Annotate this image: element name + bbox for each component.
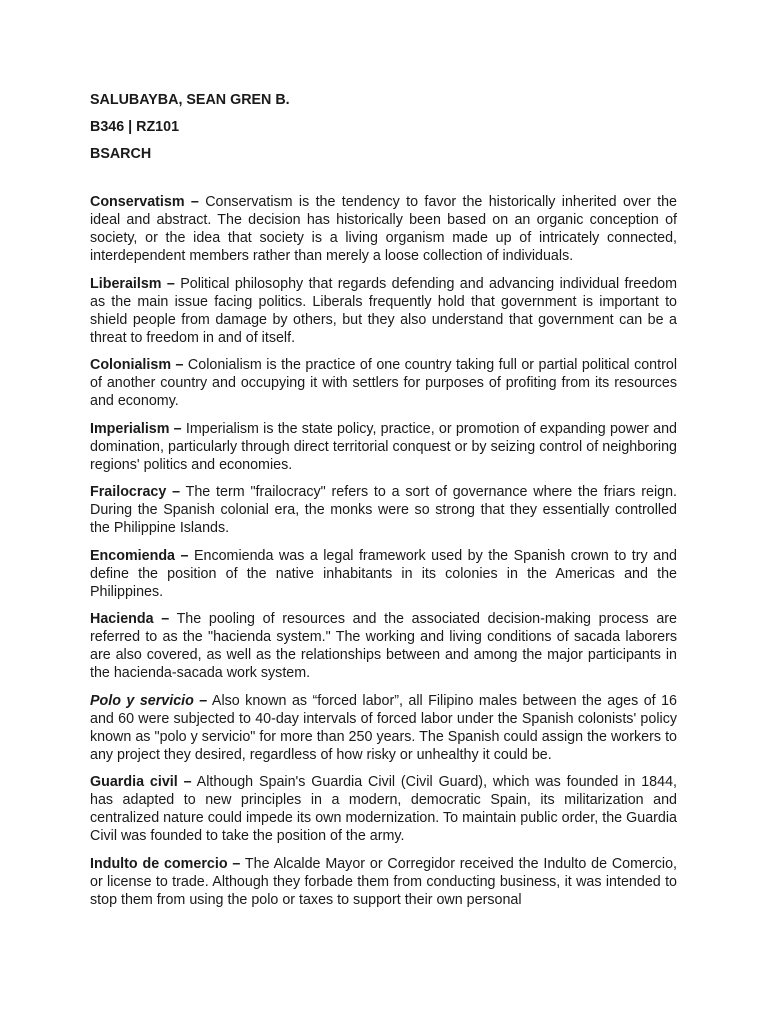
entry-definition: The term "frailocracy" refers to a sort of governance where the friars reign. During the Spanish colonial era, the monks were so strong that they essentially controlled the Philippine Islands.: [90, 484, 678, 536]
entry-term: Encomienda –: [90, 547, 189, 564]
glossary-entries: [90, 193, 677, 909]
entry-guardia-civil: [90, 773, 677, 845]
entry-conservatism: [90, 193, 677, 265]
entry-term: Hacienda –: [90, 611, 170, 627]
document-page: [90, 92, 677, 918]
entry-liberalism: [90, 275, 677, 347]
entry-definition: Imperialism is the state policy, practice, or promotion of expanding power and domination, particularly through direct territorial conquest or by seizing control of neighboring regions' politics and economies.: [90, 420, 677, 473]
entry-imperialism: [90, 420, 677, 474]
entry-term: Frailocracy –: [90, 484, 181, 500]
entry-encomienda: [90, 547, 677, 601]
entry-definition: Also known as “forced labor”, all Filipino males between the ages of 16 and 60 were subjected to 40-day intervals of forced labor under the Spanish colonists' policy known as "polo y servicio" for more than 250 years. The Spanish could assign the workers to any project they desired, regardless of how risky or unhealthy it could be.: [90, 692, 677, 763]
entry-definition: Conservatism is the tendency to favor the historically inherited over the ideal and abstract. The decision has historically been based on an organic conception of society, or the idea that society is a living organism made up of intricately connected, interdependent members rather than merely a loose collection of individuals.: [90, 194, 677, 264]
section-code: B346 | RZ101: [90, 119, 180, 135]
entry-term: Imperialism –: [90, 420, 182, 437]
entry-definition: Political philosophy that regards defending and advancing individual freedom as the main issue facing politics. Liberals frequently hold that government is important to shield people from damage by others, but they also understand that government can be a threat to freedom in and of itself.: [90, 275, 678, 346]
entry-polo-y-servicio: [90, 692, 677, 764]
student-name: SALUBAYBA, SEAN GREN B.: [90, 92, 290, 108]
entry-definition: The pooling of resources and the associated decision-making process are referred to as the "hacienda system." The working and living conditions of sacada laborers are also covered, as well as the relationships between and among the major participants in the hacienda-sacada work system.: [90, 611, 677, 681]
entry-colonialism: [90, 356, 677, 410]
entry-definition: Encomienda was a legal framework used by the Spanish crown to try and define the position of the native inhabitants in its colonies in the Americas and the Philippines.: [90, 547, 677, 600]
entry-definition: The Alcalde Mayor or Corregidor received the Indulto de Comercio, or license to trade. Although they forbade them from conducting business, it was intended to stop them from using the polo or taxes to support their own personal: [90, 855, 677, 908]
entry-term: Colonialism –: [90, 357, 184, 373]
entry-term: Liberailsm –: [90, 275, 175, 292]
entry-term: Guardia civil –: [90, 774, 192, 790]
entry-term: Conservatism –: [90, 194, 199, 210]
entry-definition: Although Spain's Guardia Civil (Civil Guard), which was founded in 1844, has adapted to new principles in a modern, democratic Spain, its militarization and centralized nature could impede its own modernization. To maintain public order, the Guardia Civil was founded to take the position of the army.: [90, 774, 677, 844]
entry-term: Indulto de comercio –: [90, 855, 241, 872]
entry-indulto-de-comercio: [90, 855, 677, 909]
program-name: BSARCH: [90, 146, 152, 162]
entry-term: Polo y servicio –: [90, 692, 208, 709]
entry-hacienda: [90, 610, 677, 682]
entry-definition: Colonialism is the practice of one country taking full or partial political control of another country and occupying it with settlers for purposes of profiting from its resources and economy.: [90, 357, 677, 409]
entry-frailocracy: [90, 483, 677, 537]
